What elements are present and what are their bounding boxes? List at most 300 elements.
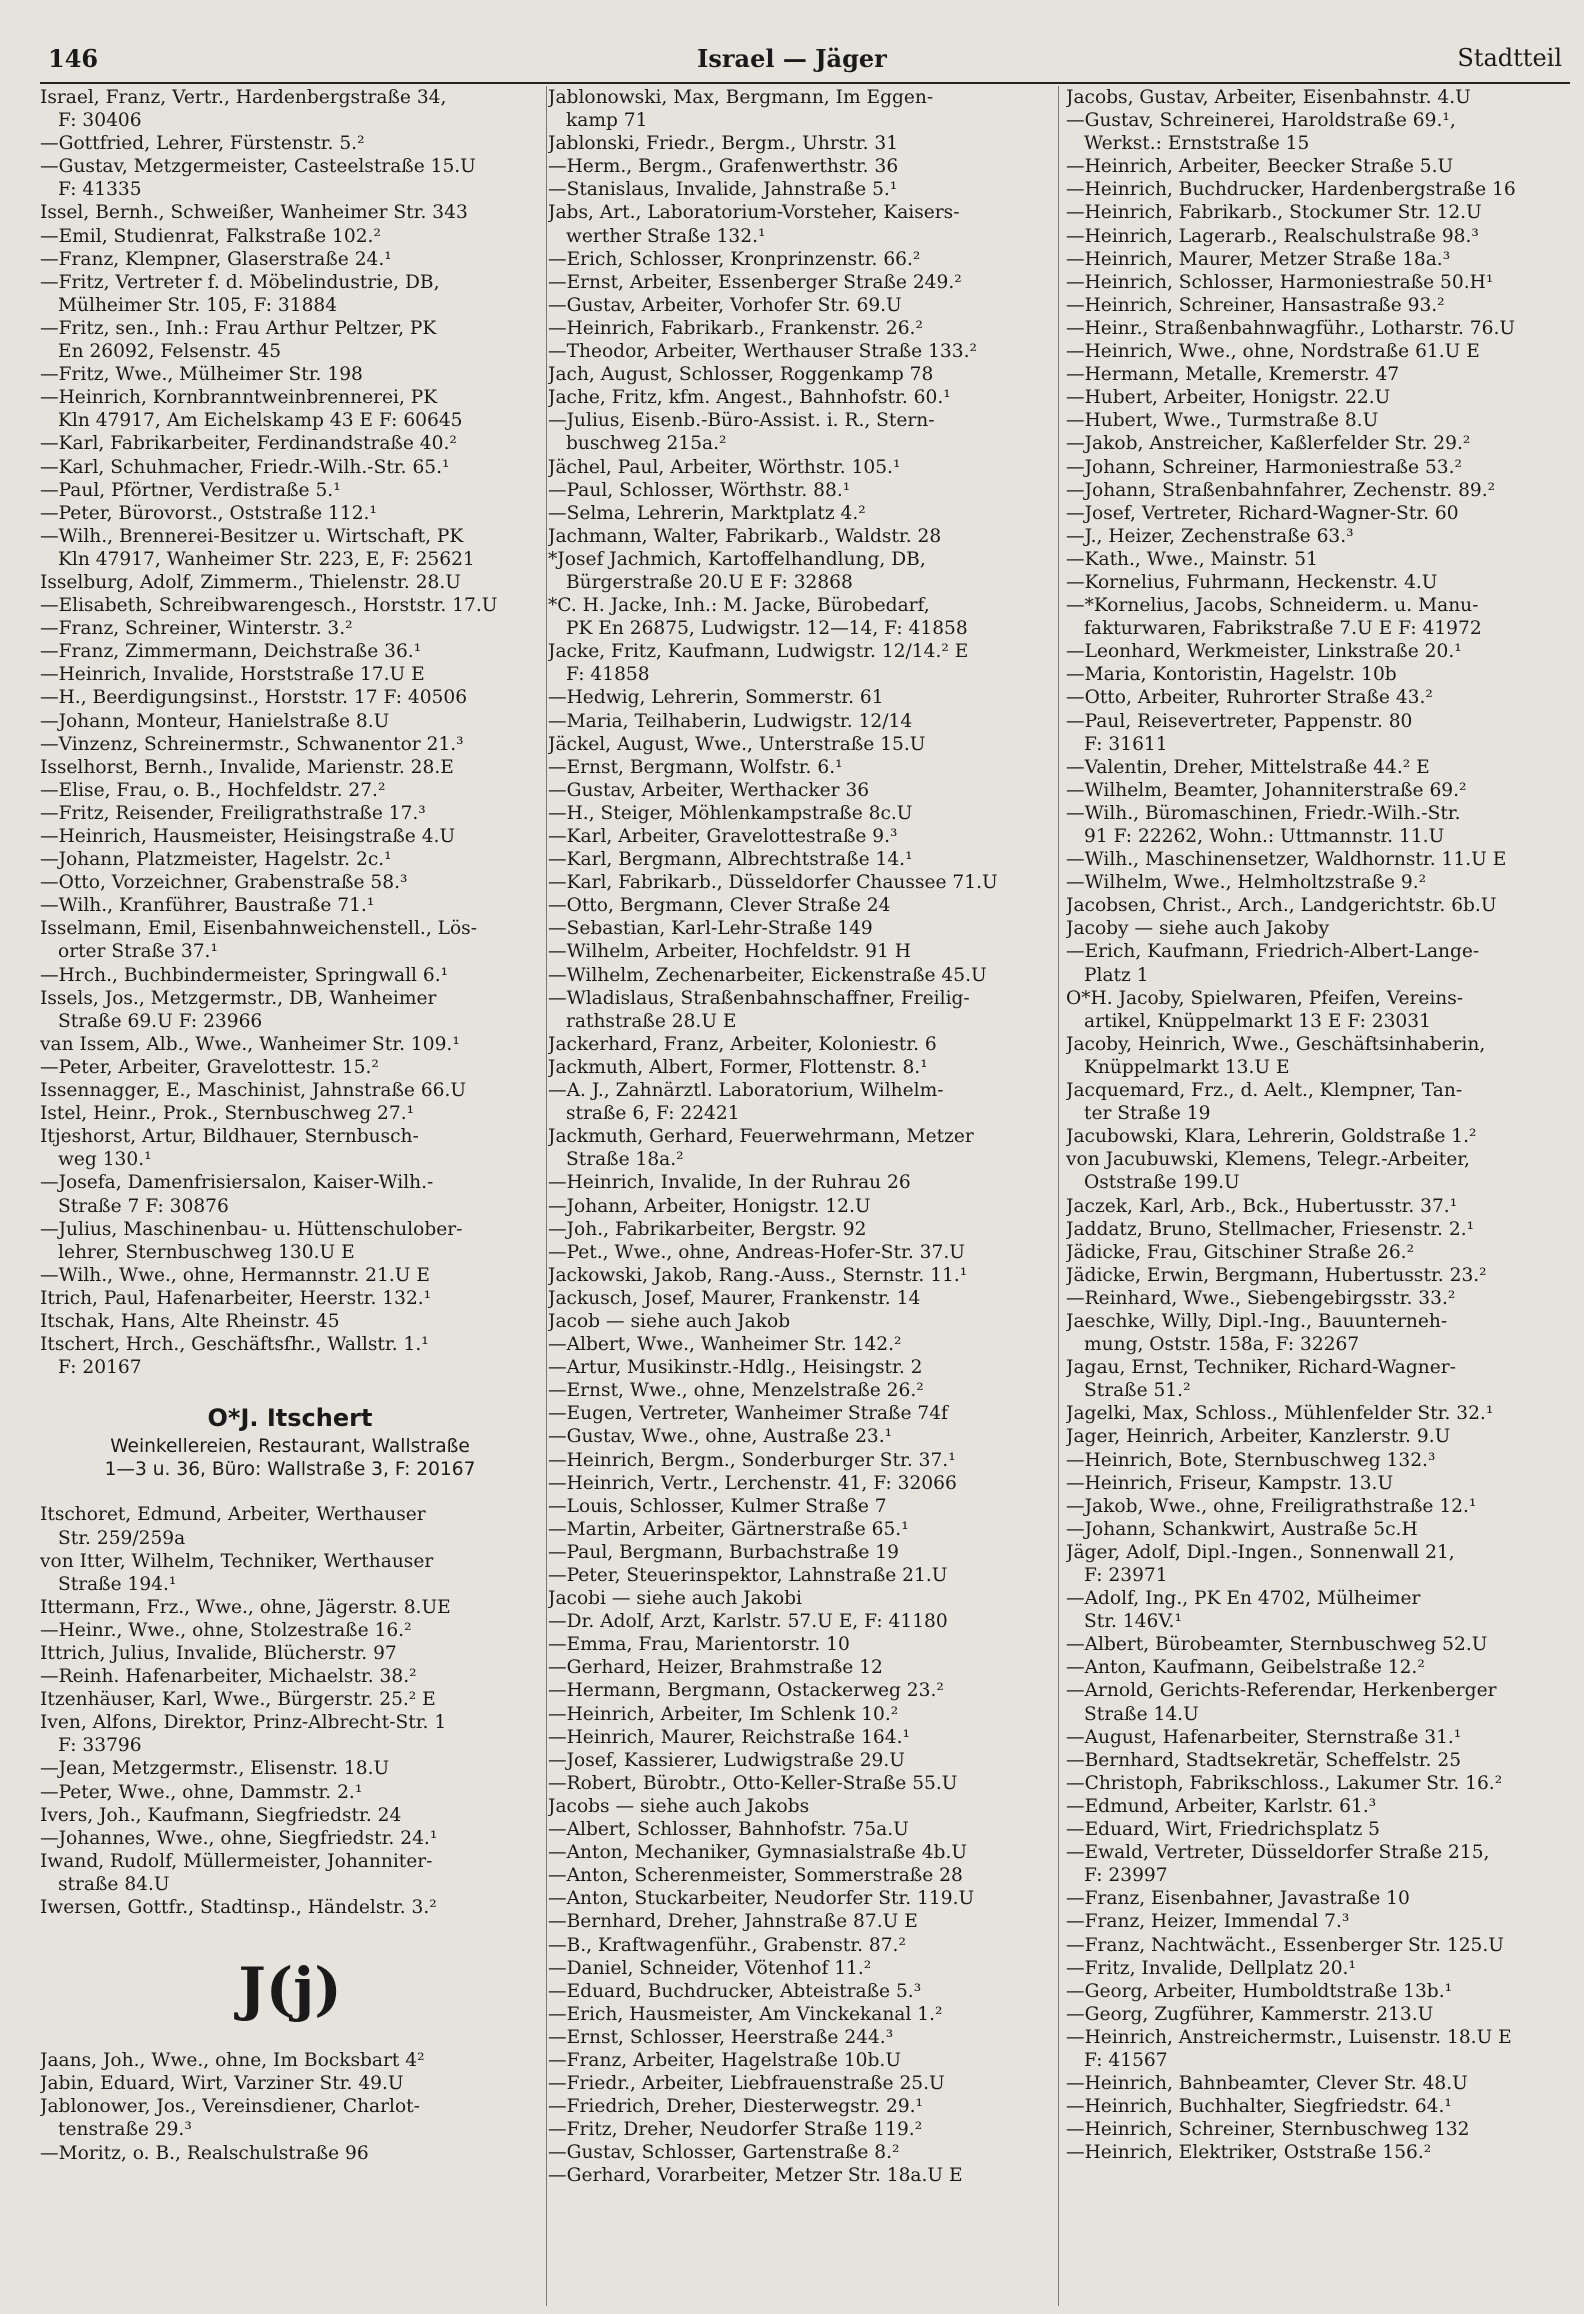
entry-line: von Jacubuwski, Klemens, Telegr.-Arbeiter, xyxy=(1066,1149,1470,1171)
entry-line: Jacubowski, Klara, Lehrerin, Goldstraße 1.² xyxy=(1066,1126,1477,1148)
entry-line: —Selma, Lehrerin, Marktplatz 4.² xyxy=(548,502,866,524)
ad-line: 1—3 u. 36, Büro: Wallstraße 3, F: 20167 xyxy=(104,1459,476,1481)
entry-line: —Heinrich, Bahnbeamter, Clever Str. 48.U xyxy=(1066,2073,1468,2095)
directory-entry xyxy=(1066,409,1574,432)
entry-line: Platz 1 xyxy=(1084,964,1149,986)
entry-line: —Paul, Schlosser, Wörthstr. 88.¹ xyxy=(548,479,851,501)
directory-entry xyxy=(40,2072,540,2095)
directory-entry xyxy=(548,1079,1048,1125)
entry-line: —Peter, Arbeiter, Gravelottestr. 15.² xyxy=(40,1056,379,1078)
directory-entry xyxy=(1066,987,1574,1033)
entry-line: Jacobs — siehe auch Jakobs xyxy=(548,1795,810,1817)
directory-entry xyxy=(40,848,540,871)
directory-entry xyxy=(1066,594,1574,640)
directory-entry xyxy=(1066,1425,1574,1448)
directory-entry xyxy=(548,2164,1048,2187)
directory-entry xyxy=(40,1757,540,1780)
entry-list xyxy=(40,86,540,1379)
entry-line: —Adolf, Ing., PK En 4702, Mülheimer xyxy=(1066,1588,1421,1610)
directory-entry xyxy=(1066,2118,1574,2141)
directory-entry xyxy=(40,1171,540,1217)
directory-entry xyxy=(40,1310,540,1333)
directory-entry xyxy=(40,1218,540,1264)
directory-entry xyxy=(1066,1656,1574,1679)
directory-entry xyxy=(1066,1264,1574,1287)
directory-entry xyxy=(40,225,540,248)
entry-line: —Emil, Studienrat, Falkstraße 102.² xyxy=(40,225,381,247)
directory-entry xyxy=(548,525,1048,548)
entry-line: Itschoret, Edmund, Arbeiter, Werthauser xyxy=(40,1504,426,1526)
entry-line: Straße 7 F: 30876 xyxy=(58,1195,229,1217)
column-divider xyxy=(546,86,547,2306)
entry-line: —Maria, Teilhaberin, Ludwigstr. 12/14 xyxy=(548,710,913,732)
entry-line: —Albert, Bürobeamter, Sternbuschweg 52.U xyxy=(1066,1634,1488,1656)
directory-entry xyxy=(548,132,1048,155)
directory-entry xyxy=(1066,1495,1574,1518)
directory-entry xyxy=(40,2049,540,2072)
entry-line: —Heinrich, Fabrikarb., Stockumer Str. 12.U xyxy=(1066,202,1482,224)
entry-line: Jaans, Joh., Wwe., ohne, Im Bocksbart 4² xyxy=(40,2050,425,2072)
directory-entry xyxy=(40,1287,540,1310)
directory-entry xyxy=(40,456,540,479)
entry-line: —Wilh., Brennerei-Besitzer u. Wirtschaft, PK xyxy=(40,525,464,547)
entry-line: straße 6, F: 22421 xyxy=(566,1103,740,1125)
directory-entry xyxy=(548,2026,1048,2049)
entry-line: —Fritz, Wwe., Mülheimer Str. 198 xyxy=(40,364,363,386)
entry-line: mung, Oststr. 158a, F: 32267 xyxy=(1084,1334,1360,1356)
directory-entry xyxy=(40,987,540,1033)
entry-line: —Friedrich, Dreher, Diesterwegstr. 29.¹ xyxy=(548,2096,924,2118)
directory-entry xyxy=(40,1850,540,1896)
entry-list xyxy=(40,1503,540,1919)
entry-line: —Johann, Monteur, Hanielstraße 8.U xyxy=(40,710,390,732)
directory-entry xyxy=(548,386,1048,409)
directory-entry xyxy=(1066,248,1574,271)
ad-line: Weinkellereien, Restaurant, Wallstraße xyxy=(110,1436,470,1458)
entry-line: Issennagger, E., Maschinist, Jahnstraße 66.U xyxy=(40,1080,467,1102)
entry-line: —Heinrich, Kornbranntweinbrennerei, PK xyxy=(40,387,438,409)
directory-entry xyxy=(548,825,1048,848)
entry-line: —Heinrich, Hausmeister, Heisingstraße 4.U xyxy=(40,826,456,847)
directory-entry xyxy=(1066,640,1574,663)
entry-line: Ittrich, Julius, Invalide, Blücherstr. 97 xyxy=(40,1643,397,1664)
entry-line: —*Kornelius, Jacobs, Schneiderm. u. Manu- xyxy=(1066,595,1479,617)
entry-line: —Wilhelm, Wwe., Helmholtzstraße 9.² xyxy=(1066,872,1427,894)
entry-line: Iwand, Rudolf, Müllermeister, Johanniter- xyxy=(40,1850,433,1872)
directory-entry xyxy=(1066,1541,1574,1587)
entry-line: Jackerhard, Franz, Arbeiter, Koloniestr. 6 xyxy=(548,1033,937,1055)
entry-line: —Peter, Bürovorst., Oststraße 112.¹ xyxy=(40,502,377,524)
entry-line: —Friedr., Arbeiter, Liebfrauenstraße 25.U xyxy=(548,2073,945,2095)
directory-entry xyxy=(1066,2026,1574,2072)
directory-entry xyxy=(40,663,540,686)
entry-line: —Valentin, Dreher, Mittelstraße 44.² E xyxy=(1066,756,1430,778)
entry-line: —Fritz, Invalide, Dellplatz 20.¹ xyxy=(1066,1957,1356,1979)
directory-entry xyxy=(548,1772,1048,1795)
directory-entry xyxy=(1066,1472,1574,1495)
directory-entry xyxy=(40,2095,540,2141)
entry-line: Jacoby, Heinrich, Wwe., Geschäftsinhaberin, xyxy=(1066,1033,1486,1055)
entry-line: Jackmuth, Gerhard, Feuerwehrmann, Metzer xyxy=(548,1126,974,1148)
entry-line: —Jean, Metzgermstr., Elisenstr. 18.U xyxy=(40,1758,390,1780)
entry-line: F: 31611 xyxy=(1084,733,1168,755)
entry-line: Itzenhäuser, Karl, Wwe., Bürgerstr. 25.² E xyxy=(40,1689,436,1711)
entry-line: Kln 47917, Am Eichelskamp 43 E F: 60645 xyxy=(58,410,463,432)
entry-line: —Heinrich, Buchhalter, Siegfriedstr. 64.¹ xyxy=(1066,2096,1452,2118)
entry-line: —Eduard, Wirt, Friedrichsplatz 5 xyxy=(1066,1819,1381,1841)
entry-line: —Heinrich, Wwe., ohne, Nordstraße 61.U E xyxy=(1066,341,1480,363)
entry-line: Isselburg, Adolf, Zimmerm., Thielenstr. 28.U xyxy=(40,571,461,593)
entry-line: —Bernhard, Dreher, Jahnstraße 87.U E xyxy=(548,1911,918,1933)
entry-line: Bürgerstraße 20.U E F: 32868 xyxy=(566,571,853,593)
directory-entry xyxy=(548,502,1048,525)
directory-entry xyxy=(548,178,1048,201)
section-label: Stadtteil xyxy=(1457,44,1562,72)
directory-entry xyxy=(1066,663,1574,686)
entry-line: —Paul, Reisevertreter, Pappenstr. 80 xyxy=(1066,710,1413,732)
directory-entry xyxy=(1066,571,1574,594)
directory-entry xyxy=(548,2141,1048,2164)
directory-entry xyxy=(1066,2141,1574,2164)
directory-entry xyxy=(1066,1934,1574,1957)
entry-line: Jabin, Eduard, Wirt, Varziner Str. 49.U xyxy=(40,2073,404,2095)
entry-line: —Peter, Wwe., ohne, Dammstr. 2.¹ xyxy=(40,1781,363,1803)
directory-entry xyxy=(1066,317,1574,340)
entry-line: O*H. Jacoby, Spielwaren, Pfeifen, Vereins- xyxy=(1066,987,1464,1009)
directory-entry xyxy=(1066,502,1574,525)
directory-entry xyxy=(548,1864,1048,1887)
directory-entry xyxy=(40,894,540,917)
entry-line: Knüppelmarkt 13.U E xyxy=(1084,1056,1290,1078)
directory-entry xyxy=(548,594,1048,640)
directory-entry xyxy=(40,594,540,617)
entry-line: —Heinrich, Bergm., Sonderburger Str. 37.¹ xyxy=(548,1449,956,1471)
directory-entry xyxy=(40,825,540,848)
entry-list xyxy=(40,2049,540,2164)
directory-entry xyxy=(548,1287,1048,1310)
entry-line: —Otto, Arbeiter, Ruhrorter Straße 43.² xyxy=(1066,687,1433,709)
entry-line: Jablonski, Friedr., Bergm., Uhrstr. 31 xyxy=(548,133,899,155)
directory-entry xyxy=(548,1518,1048,1541)
entry-line: —Hubert, Arbeiter, Honigstr. 22.U xyxy=(1066,387,1391,409)
directory-entry xyxy=(548,1957,1048,1980)
entry-line: —B., Kraftwagenführ., Grabenstr. 87.² xyxy=(548,1934,906,1956)
directory-entry xyxy=(1066,1356,1574,1402)
entry-line: —Gustav, Wwe., ohne, Austraße 23.¹ xyxy=(548,1426,893,1448)
directory-entry xyxy=(1066,917,1574,940)
entry-line: —Wilhelm, Beamter, Johanniterstraße 69.² xyxy=(1066,779,1467,801)
ad-name: O*J. Itschert xyxy=(207,1404,373,1433)
entry-line: Str. 146V.¹ xyxy=(1084,1611,1182,1633)
directory-entry xyxy=(548,1656,1048,1679)
entry-line: —Josefa, Damenfrisiersalon, Kaiser-Wilh.- xyxy=(40,1172,434,1194)
directory-entry xyxy=(1066,871,1574,894)
entry-line: orter Straße 37.¹ xyxy=(58,941,218,963)
entry-line: F: 23971 xyxy=(1084,1565,1168,1586)
entry-line: —Elise, Frau, o. B., Hochfeldstr. 27.² xyxy=(40,779,386,801)
entry-line: Jacobi — siehe auch Jakobi xyxy=(548,1588,803,1610)
entry-line: Jache, Fritz, kfm. Angest., Bahnhofstr. 60.¹ xyxy=(548,387,951,409)
entry-line: —J., Heizer, Zechenstraße 63.³ xyxy=(1066,525,1354,547)
entry-line: Jackmuth, Albert, Former, Flottenstr. 8.¹ xyxy=(548,1056,928,1078)
entry-line: Ittermann, Frz., Wwe., ohne, Jägerstr. 8.UE xyxy=(40,1596,451,1618)
entry-line: —Leonhard, Werkmeister, Linkstraße 20.¹ xyxy=(1066,641,1462,663)
entry-line: —Eugen, Vertreter, Wanheimer Straße 74f xyxy=(548,1403,948,1425)
entry-line: Itschak, Hans, Alte Rheinstr. 45 xyxy=(40,1310,340,1332)
directory-entry xyxy=(1066,1402,1574,1425)
directory-entry xyxy=(1066,1195,1574,1218)
directory-entry xyxy=(40,871,540,894)
entry-line: F: 41335 xyxy=(58,179,142,201)
directory-entry xyxy=(548,1818,1048,1841)
directory-entry xyxy=(40,1102,540,1125)
directory-entry xyxy=(548,756,1048,779)
entry-line: —Heinrich, Elektriker, Oststraße 156.² xyxy=(1066,2142,1432,2164)
entry-line: Jacob — siehe auch Jakob xyxy=(548,1310,791,1332)
directory-entry xyxy=(548,155,1048,178)
directory-entry xyxy=(40,479,540,502)
directory-entry xyxy=(548,2072,1048,2095)
entry-line: Itrich, Paul, Hafenarbeiter, Heerstr. 132.¹ xyxy=(40,1287,432,1309)
directory-entry xyxy=(40,1125,540,1171)
entry-line: —Franz, Arbeiter, Hagelstraße 10b.U xyxy=(548,2049,901,2071)
directory-entry xyxy=(40,1033,540,1056)
entry-line: —Erich, Schlosser, Kronprinzenstr. 66.² xyxy=(548,248,921,270)
entry-line: —Heinrich, Arbeiter, Beecker Straße 5.U xyxy=(1066,156,1454,178)
directory-entry xyxy=(40,686,540,709)
entry-line: Issel, Bernh., Schweißer, Wanheimer Str. 343 xyxy=(40,202,468,224)
entry-line: —Bernhard, Stadtsekretär, Scheffelstr. 25 xyxy=(1066,1749,1462,1771)
entry-line: —H., Beerdigungsinst., Horststr. 17 F: 40506 xyxy=(40,687,468,709)
entry-line: tenstraße 29.³ xyxy=(58,2119,192,2141)
entry-line: —Maria, Kontoristin, Hagelstr. 10b xyxy=(1066,664,1397,686)
directory-entry xyxy=(1066,109,1574,155)
directory-entry xyxy=(548,1218,1048,1241)
directory-entry xyxy=(548,1587,1048,1610)
column-2 xyxy=(548,86,1048,2306)
entry-line: PK En 26875, Ludwigstr. 12—14, F: 41858 xyxy=(566,618,968,640)
entry-line: F: 33796 xyxy=(58,1735,142,1757)
entry-line: Jach, August, Schlosser, Roggenkamp 78 xyxy=(548,364,934,386)
directory-entry xyxy=(40,1596,540,1619)
directory-entry xyxy=(548,917,1048,940)
entry-line: —Johann, Schankwirt, Austraße 5c.H xyxy=(1066,1518,1418,1540)
entry-line: —Franz, Zimmermann, Deichstraße 36.¹ xyxy=(40,641,422,663)
entry-line: —Herm., Bergm., Grafenwerthstr. 36 xyxy=(548,156,899,178)
entry-line: —Heinrich, Fabrikarb., Frankenstr. 26.² xyxy=(548,317,923,339)
entry-line: —Johannes, Wwe., ohne, Siegfriedstr. 24.¹ xyxy=(40,1827,438,1849)
directory-entry xyxy=(1066,1079,1574,1125)
directory-entry xyxy=(548,2049,1048,2072)
entry-line: —Gustav, Metzgermeister, Casteelstraße 15.U xyxy=(40,156,476,178)
directory-entry xyxy=(1066,86,1574,109)
entry-line: —Ewald, Vertreter, Düsseldorfer Straße 215, xyxy=(1066,1842,1490,1864)
entry-line: —Heinrich, Bote, Sternbuschweg 132.³ xyxy=(1066,1449,1436,1471)
directory-entry xyxy=(40,617,540,640)
entry-line: 91 F: 22262, Wohn.: Uttmannstr. 11.U xyxy=(1084,826,1445,847)
directory-entry xyxy=(1066,155,1574,178)
directory-entry xyxy=(40,502,540,525)
directory-entry xyxy=(1066,1841,1574,1887)
directory-entry xyxy=(1066,1310,1574,1356)
entry-line: —Heinrich, Maurer, Metzer Straße 18a.³ xyxy=(1066,248,1451,270)
entry-line: —Heinrich, Schreiner, Sternbuschweg 132 xyxy=(1066,2119,1470,2141)
entry-line: von Itter, Wilhelm, Techniker, Werthauser xyxy=(40,1550,434,1572)
entry-line: —Joh., Fabrikarbeiter, Bergstr. 92 xyxy=(548,1218,867,1240)
directory-entry xyxy=(1066,1980,1574,2003)
entry-line: Straße 14.U xyxy=(1084,1703,1199,1725)
directory-entry xyxy=(548,340,1048,363)
entry-line: —Fritz, Vertreter f. d. Möbelindustrie, DB, xyxy=(40,271,440,293)
entry-line: —Erich, Hausmeister, Am Vinckekanal 1.² xyxy=(548,2003,943,2025)
entry-line: Jächel, Paul, Arbeiter, Wörthstr. 105.¹ xyxy=(548,456,901,478)
entry-line: —Franz, Schreiner, Winterstr. 3.² xyxy=(40,618,353,640)
directory-entry xyxy=(1066,1033,1574,1079)
directory-entry xyxy=(548,940,1048,963)
directory-entry xyxy=(548,1402,1048,1425)
directory-entry xyxy=(548,1887,1048,1910)
directory-entry xyxy=(1066,1679,1574,1725)
directory-entry xyxy=(1066,1287,1574,1310)
entry-line: —Franz, Klempner, Glaserstraße 24.¹ xyxy=(40,248,392,270)
entry-line: —Robert, Bürobtr., Otto-Keller-Straße 55.U xyxy=(548,1772,958,1794)
entry-line: F: 23997 xyxy=(1084,1865,1168,1887)
directory-entry xyxy=(40,802,540,825)
directory-entry xyxy=(1066,894,1574,917)
entry-line: Jädicke, Erwin, Bergmann, Hubertusstr. 23.² xyxy=(1066,1264,1487,1286)
directory-entry xyxy=(40,571,540,594)
entry-line: —Anton, Mechaniker, Gymnasialstraße 4b.U xyxy=(548,1842,968,1864)
directory-entry xyxy=(548,964,1048,987)
entry-line: —Kath., Wwe., Mainstr. 51 xyxy=(1066,548,1318,570)
entry-line: —Wilhelm, Arbeiter, Hochfeldstr. 91 H xyxy=(548,941,911,963)
entry-line: Isselmann, Emil, Eisenbahnweichenstell., Lös- xyxy=(40,918,478,940)
entry-line: —Louis, Schlosser, Kulmer Straße 7 xyxy=(548,1495,887,1517)
directory-entry xyxy=(548,317,1048,340)
directory-entry xyxy=(548,1379,1048,1402)
directory-entry xyxy=(548,2118,1048,2141)
directory-entry xyxy=(40,964,540,987)
directory-entry xyxy=(1066,201,1574,224)
entry-line: —Gottfried, Lehrer, Fürstenstr. 5.² xyxy=(40,133,365,155)
entry-line: weg 130.¹ xyxy=(58,1149,152,1171)
entry-line: —Heinrich, Arbeiter, Im Schlenk 10.² xyxy=(548,1703,899,1725)
directory-entry xyxy=(1066,340,1574,363)
directory-entry xyxy=(40,1688,540,1711)
entry-line: Jacoby — siehe auch Jakoby xyxy=(1066,918,1330,940)
directory-entry xyxy=(548,1472,1048,1495)
directory-entry xyxy=(548,1033,1048,1056)
entry-line: —Reinhard, Wwe., Siebengebirgsstr. 33.² xyxy=(1066,1287,1456,1309)
directory-entry xyxy=(548,1633,1048,1656)
page-title: Israel — Jäger xyxy=(697,44,887,73)
entry-line: —Martin, Arbeiter, Gärtnerstraße 65.¹ xyxy=(548,1518,909,1540)
entry-line: —Hedwig, Lehrerin, Sommerstr. 61 xyxy=(548,687,884,709)
entry-line: Straße 69.U F: 23966 xyxy=(58,1010,263,1032)
entry-line: —Josef, Kassierer, Ludwigstraße 29.U xyxy=(548,1749,905,1771)
entry-line: —Edmund, Arbeiter, Karlstr. 61.³ xyxy=(1066,1795,1377,1817)
entry-line: —Sebastian, Karl-Lehr-Straße 149 xyxy=(548,918,873,940)
directory-entry xyxy=(548,456,1048,479)
directory-entry xyxy=(548,1564,1048,1587)
entry-line: —Stanislaus, Invalide, Jahnstraße 5.¹ xyxy=(548,179,898,201)
directory-entry xyxy=(40,363,540,386)
column-3 xyxy=(1066,86,1574,2306)
directory-entry xyxy=(40,2142,540,2165)
entry-line: —Ernst, Schlosser, Heerstraße 244.³ xyxy=(548,2026,894,2048)
entry-line: —Franz, Nachtwächt., Essenberger Str. 125.U xyxy=(1066,1934,1504,1956)
directory-entry xyxy=(548,1910,1048,1933)
entry-line: —Daniel, Schneider, Vötenhof 11.² xyxy=(548,1957,872,1979)
entry-line: Werkst.: Ernststraße 15 xyxy=(1084,133,1310,155)
directory-entry xyxy=(548,686,1048,709)
directory-entry xyxy=(40,155,540,201)
entry-line: Jäger, Adolf, Dipl.-Ingen., Sonnenwall 21, xyxy=(1066,1541,1455,1563)
entry-line: Jackowski, Jakob, Rang.-Auss., Sternstr. 11.¹ xyxy=(548,1264,968,1286)
directory-entry xyxy=(548,1310,1048,1333)
directory-entry xyxy=(1066,548,1574,571)
entry-line: —Gustav, Arbeiter, Werthacker 36 xyxy=(548,779,870,801)
entry-line: artikel, Knüppelmarkt 13 E F: 23031 xyxy=(1084,1010,1431,1032)
directory-entry xyxy=(548,1703,1048,1726)
entry-line: —Heinrich, Friseur, Kampstr. 13.U xyxy=(1066,1472,1394,1494)
entry-line: —Jakob, Wwe., ohne, Freiligrathstraße 12.¹ xyxy=(1066,1495,1477,1517)
directory-entry xyxy=(548,871,1048,894)
entry-line: —Gustav, Schreinerei, Haroldstraße 69.¹, xyxy=(1066,110,1456,132)
directory-entry xyxy=(1066,710,1574,756)
entry-line: Itschert, Hrch., Geschäftsfhr., Wallstr. 1.¹ xyxy=(40,1334,429,1356)
directory-entry xyxy=(548,733,1048,756)
entry-line: —Heinrich, Maurer, Reichstraße 164.¹ xyxy=(548,1726,910,1748)
directory-entry xyxy=(548,1495,1048,1518)
entry-line: Jädicke, Frau, Gitschiner Straße 26.² xyxy=(1066,1241,1415,1263)
entry-line: —Theodor, Arbeiter, Werthauser Straße 133.² xyxy=(548,341,977,363)
entry-line: —Heinrich, Anstreichermstr., Luisenstr. 18.U E xyxy=(1066,2026,1512,2048)
entry-line: Israel, Franz, Vertr., Hardenbergstraße 34, xyxy=(40,87,447,108)
entry-line: —Ernst, Bergmann, Wolfstr. 6.¹ xyxy=(548,756,843,778)
entry-line: —Johann, Platzmeister, Hagelstr. 2c.¹ xyxy=(40,849,392,871)
directory-entry xyxy=(1066,848,1574,871)
entry-line: Straße 194.¹ xyxy=(58,1573,177,1595)
entry-line: Kln 47917, Wanheimer Str. 223, E, F: 25621 xyxy=(58,548,475,570)
directory-entry xyxy=(40,1619,540,1642)
entry-line: —Karl, Fabrikarbeiter, Ferdinandstraße 40.² xyxy=(40,433,457,455)
directory-entry xyxy=(1066,1910,1574,1933)
directory-entry xyxy=(548,409,1048,455)
entry-line: Jager, Heinrich, Arbeiter, Kanzlerstr. 9.U xyxy=(1066,1426,1451,1448)
directory-entry xyxy=(1066,2003,1574,2026)
entry-line: Iven, Alfons, Direktor, Prinz-Albrecht-Str. 1 xyxy=(40,1712,447,1734)
entry-line: —Heinrich, Schreiner, Hansastraße 93.² xyxy=(1066,294,1445,316)
directory-entry xyxy=(40,779,540,802)
directory-entry xyxy=(40,248,540,271)
entry-line: —Fritz, Reisender, Freiligrathstraße 17.³ xyxy=(40,802,426,824)
entry-line: —Karl, Fabrikarb., Düsseldorfer Chaussee 71.U xyxy=(548,872,998,894)
directory-entry xyxy=(1066,1795,1574,1818)
entry-line: —Anton, Stuckarbeiter, Neudorfer Str. 119.U xyxy=(548,1888,975,1910)
entry-line: Jaeschke, Willy, Dipl.-Ing., Bauunterneh- xyxy=(1066,1310,1448,1332)
advertisement xyxy=(40,1401,540,1481)
directory-entry xyxy=(40,710,540,733)
entry-line: Itjeshorst, Artur, Bildhauer, Sternbusch- xyxy=(40,1126,419,1148)
directory-entry xyxy=(548,1749,1048,1772)
directory-entry xyxy=(40,1079,540,1102)
entry-line: —Heinrich, Invalide, Horststraße 17.U E xyxy=(40,664,425,686)
directory-entry xyxy=(548,1056,1048,1079)
directory-entry xyxy=(40,1503,540,1549)
column-1 xyxy=(40,86,540,2306)
entry-line: Issels, Jos., Metzgermstr., DB, Wanheimer xyxy=(40,987,437,1009)
